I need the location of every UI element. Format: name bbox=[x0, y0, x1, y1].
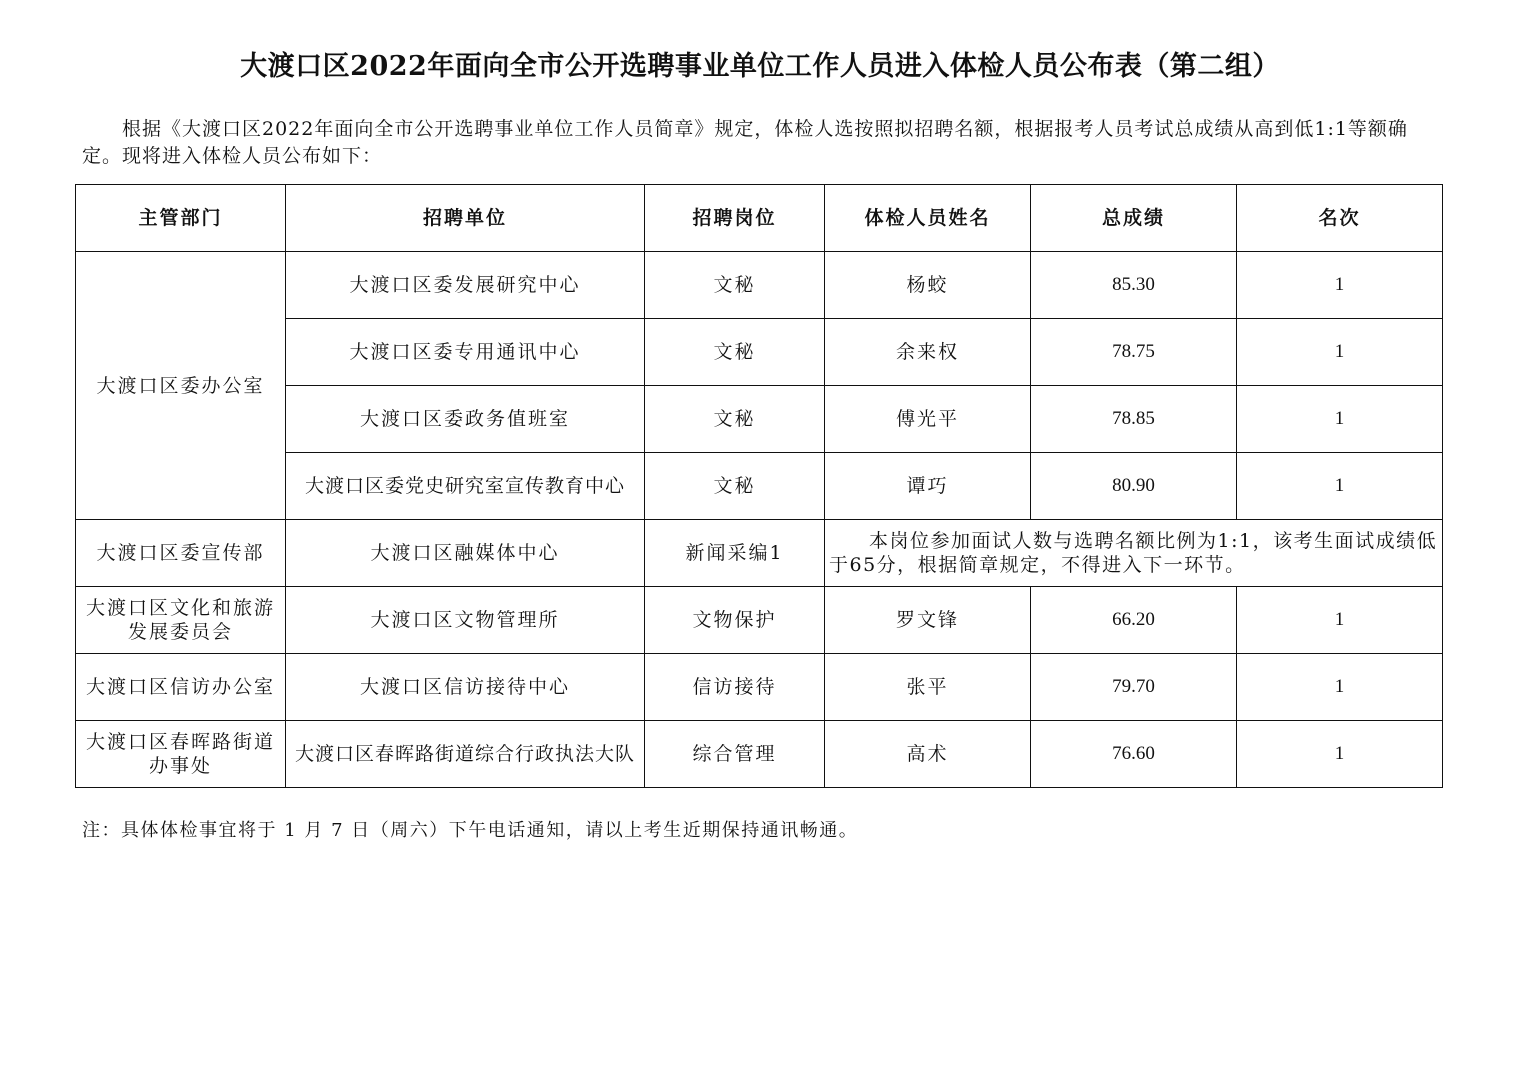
post-cell: 文秘 bbox=[645, 319, 825, 386]
name-cell: 余来权 bbox=[825, 319, 1031, 386]
table-row bbox=[76, 252, 1443, 319]
rank-cell: 1 bbox=[1237, 721, 1443, 788]
post-cell: 文秘 bbox=[645, 386, 825, 453]
dept-cell: 大渡口区委办公室 bbox=[76, 252, 286, 520]
post-cell: 文物保护 bbox=[645, 587, 825, 654]
rank-cell: 1 bbox=[1237, 252, 1443, 319]
rank-cell: 1 bbox=[1237, 654, 1443, 721]
unit-cell: 大渡口区文物管理所 bbox=[286, 587, 645, 654]
score-cell: 66.20 bbox=[1031, 587, 1237, 654]
post-cell: 信访接待 bbox=[645, 654, 825, 721]
dept-cell: 大渡口区文化和旅游发展委员会 bbox=[76, 587, 286, 654]
name-cell: 高术 bbox=[825, 721, 1031, 788]
unit-cell: 大渡口区融媒体中心 bbox=[286, 520, 645, 587]
post-cell: 综合管理 bbox=[645, 721, 825, 788]
header-post: 招聘岗位 bbox=[645, 185, 825, 252]
table-row bbox=[76, 721, 1443, 788]
header-unit: 招聘单位 bbox=[286, 185, 645, 252]
post-cell: 新闻采编1 bbox=[645, 520, 825, 587]
dept-cell: 大渡口区信访办公室 bbox=[76, 654, 286, 721]
rank-cell: 1 bbox=[1237, 453, 1443, 520]
score-cell: 76.60 bbox=[1031, 721, 1237, 788]
score-cell: 78.85 bbox=[1031, 386, 1237, 453]
score-cell: 79.70 bbox=[1031, 654, 1237, 721]
unit-cell: 大渡口区信访接待中心 bbox=[286, 654, 645, 721]
name-cell: 谭巧 bbox=[825, 453, 1031, 520]
post-cell: 文秘 bbox=[645, 453, 825, 520]
unit-cell: 大渡口区春晖路街道综合行政执法大队 bbox=[286, 721, 645, 788]
score-cell: 78.75 bbox=[1031, 319, 1237, 386]
header-score: 总成绩 bbox=[1031, 185, 1237, 252]
note-cell: 本岗位参加面试人数与选聘名额比例为1:1，该考生面试成绩低于65分，根据简章规定，不得进入下一环节。 bbox=[825, 520, 1443, 587]
dept-cell: 大渡口区春晖路街道办事处 bbox=[76, 721, 286, 788]
footnote: 注：具体体检事宜将于 1 月 7 日（周六）下午电话通知，请以上考生近期保持通讯畅通。 bbox=[82, 820, 859, 841]
unit-cell: 大渡口区委专用通讯中心 bbox=[286, 319, 645, 386]
name-cell: 傅光平 bbox=[825, 386, 1031, 453]
page-title: 大渡口区2022年面向全市公开选聘事业单位工作人员进入体检人员公布表（第二组） bbox=[240, 51, 1280, 82]
unit-cell: 大渡口区委发展研究中心 bbox=[286, 252, 645, 319]
table-row bbox=[76, 520, 1443, 587]
name-cell: 杨蛟 bbox=[825, 252, 1031, 319]
rank-cell: 1 bbox=[1237, 587, 1443, 654]
table-row bbox=[76, 654, 1443, 721]
dept-cell: 大渡口区委宣传部 bbox=[76, 520, 286, 587]
score-cell: 85.30 bbox=[1031, 252, 1237, 319]
intro-paragraph: 根据《大渡口区2022年面向全市公开选聘事业单位工作人员简章》规定，体检人选按照拟招聘名额，根据报考人员考试总成绩从高到低1:1等额确定。现将进入体检人员公布如下： bbox=[82, 118, 1408, 167]
header-dept: 主管部门 bbox=[76, 185, 286, 252]
table-row bbox=[76, 587, 1443, 654]
results-table bbox=[75, 184, 1443, 788]
score-cell: 80.90 bbox=[1031, 453, 1237, 520]
table-header-row bbox=[76, 185, 1443, 252]
unit-cell: 大渡口区委政务值班室 bbox=[286, 386, 645, 453]
header-name: 体检人员姓名 bbox=[825, 185, 1031, 252]
header-rank: 名次 bbox=[1237, 185, 1443, 252]
name-cell: 罗文锋 bbox=[825, 587, 1031, 654]
rank-cell: 1 bbox=[1237, 319, 1443, 386]
post-cell: 文秘 bbox=[645, 252, 825, 319]
rank-cell: 1 bbox=[1237, 386, 1443, 453]
unit-cell: 大渡口区委党史研究室宣传教育中心 bbox=[286, 453, 645, 520]
name-cell: 张平 bbox=[825, 654, 1031, 721]
